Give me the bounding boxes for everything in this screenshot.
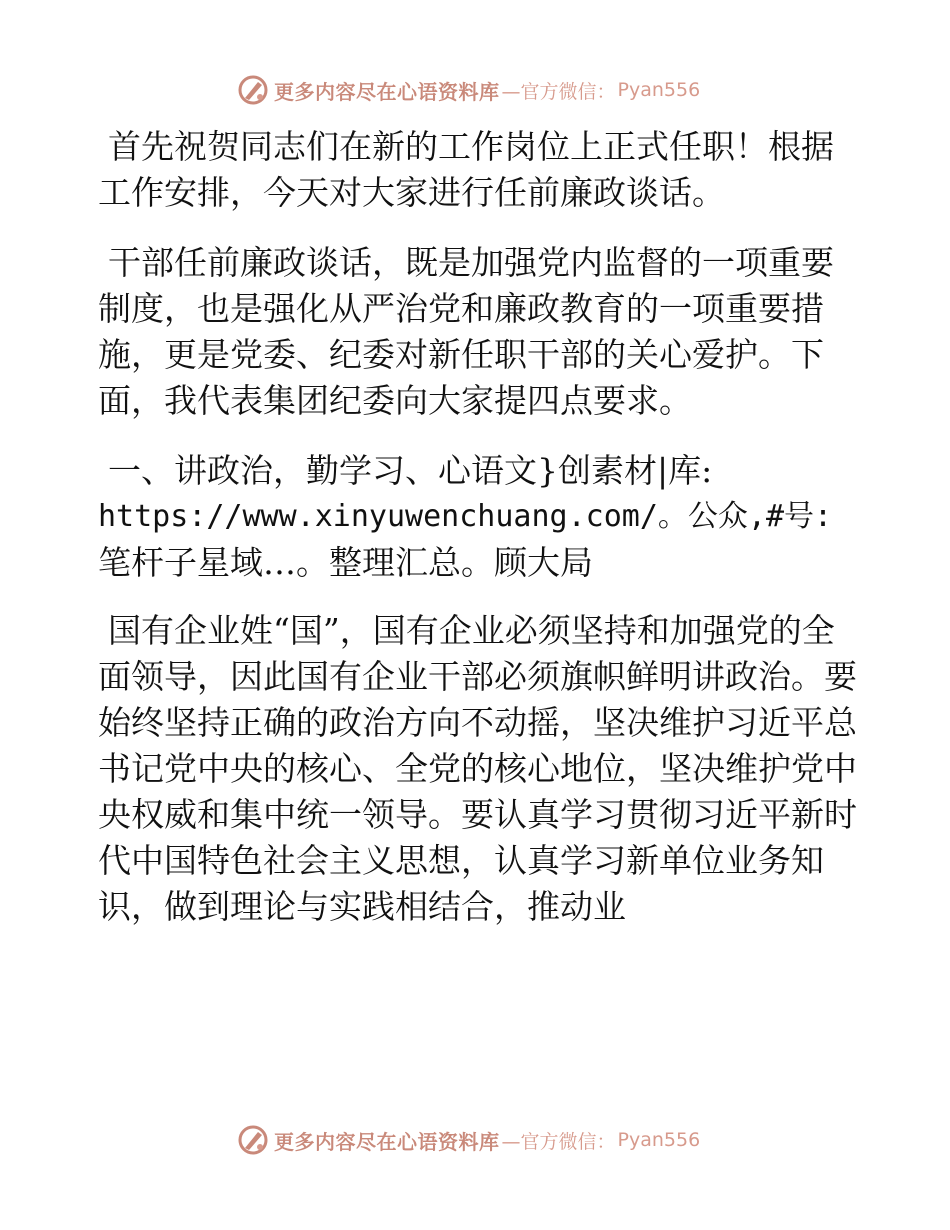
brush-logo-icon: [236, 73, 270, 107]
footer-watermark: [236, 1122, 716, 1158]
watermark-id-text: Pyan556: [617, 1129, 701, 1151]
section-heading-line-3: 笔杆子星域…。整理汇总。顾大局: [98, 543, 593, 582]
watermark-sub-text: —官方微信：: [501, 1130, 616, 1153]
brush-logo-icon: [236, 1123, 270, 1157]
section-heading-one: [98, 448, 858, 586]
paragraph-greeting: 首先祝贺同志们在新的工作岗位上正式任职！根据工作安排，今天对大家进行任前廉政谈话。: [98, 127, 834, 212]
document-body: [98, 124, 858, 954]
header-watermark: [236, 72, 716, 108]
section-heading-line-1: 一、讲政治，勤学习、心语文}创素材|库:: [108, 451, 713, 490]
watermark-id-text: Pyan556: [617, 79, 701, 101]
watermark-main-text: 更多内容尽在心语资料库: [274, 1129, 500, 1154]
section-heading-url-line: https://www.xinyuwenchuang.com/。公众,#号:: [98, 499, 833, 534]
paragraph-purpose: 干部任前廉政谈话，既是加强党内监督的一项重要制度，也是强化从严治党和廉政教育的一项重要措施，更是党委、纪委对新任职干部的关心爱护。下面，我代表集团纪委向大家提四点要求。: [98, 243, 834, 420]
paragraph-politics: 国有企业姓“国”，国有企业必须坚持和加强党的全面领导，因此国有企业干部必须旗帜鲜明讲政治。要始终坚持正确的政治方向不动摇，坚决维护习近平总书记党中央的核心、全党的核心地位，坚决维护党中央权威和集中统一领导。要认真学习贯彻习近平新时代中国特色社会主义思想，认真学习新单位业务知识，做到理论与实践相结合，推动业: [98, 611, 857, 926]
watermark-main-text: 更多内容尽在心语资料库: [274, 79, 500, 104]
watermark-sub-text: —官方微信：: [501, 80, 616, 103]
